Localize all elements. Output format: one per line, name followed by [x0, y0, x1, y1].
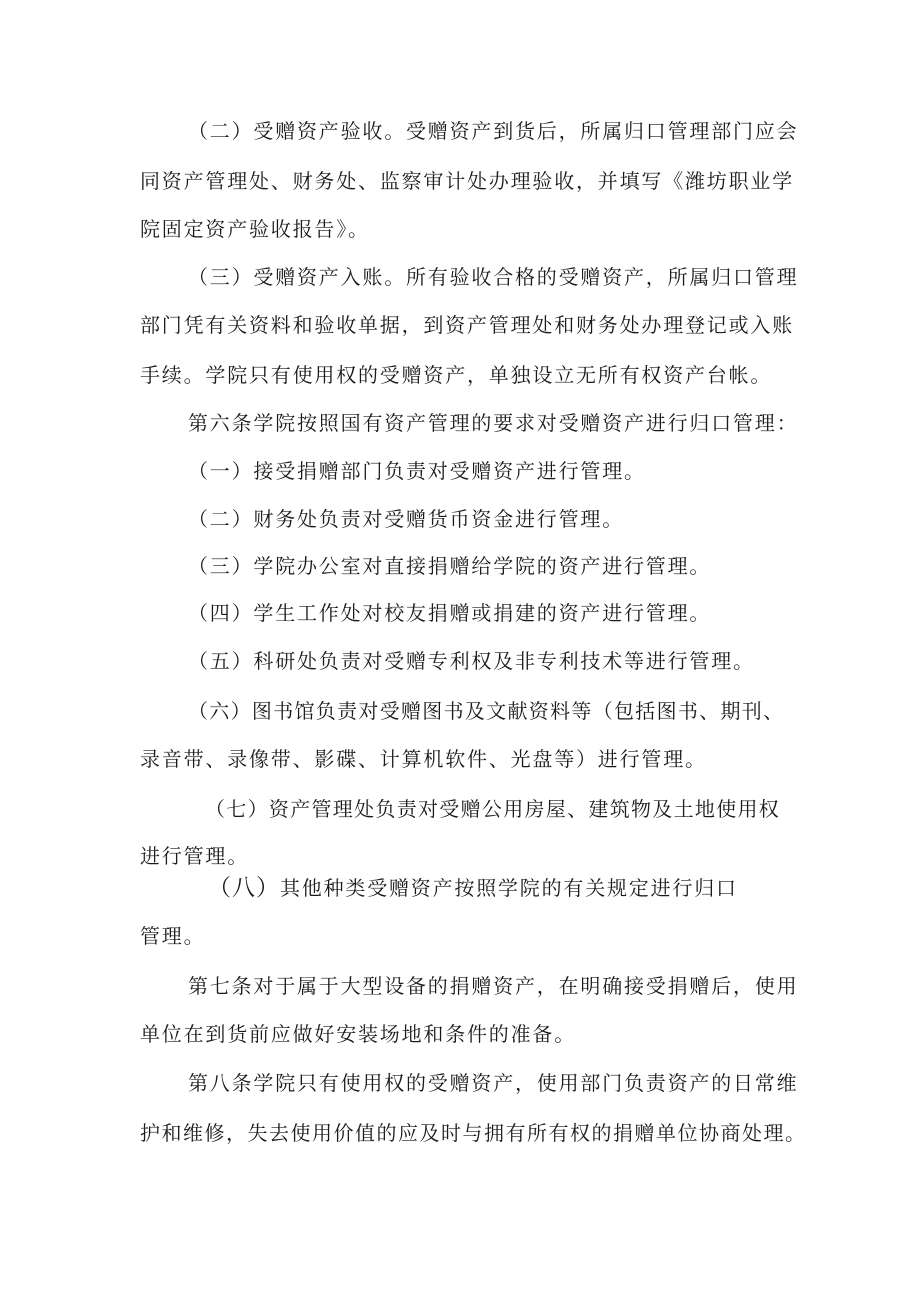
article-eight: 第八条学院只有使用权的受赠资产，使用部门负责资产的日常维	[188, 1073, 799, 1095]
paragraph-line: 护和维修，失去使用价值的应及时与拥有所有权的捐赠单位协商处理。	[140, 1123, 807, 1145]
paragraph-line: 同资产管理处、财务处、监察审计处办理验收，并填写《潍坊职业学	[140, 171, 794, 193]
article-seven: 第七条对于属于大型设备的捐赠资产，在明确接受捐赠后，使用	[188, 976, 799, 998]
list-item: （二）财务处负责对受赠货币资金进行管理。	[188, 509, 624, 531]
list-item: （四）学生工作处对校友捐赠或捐建的资产进行管理。	[188, 603, 712, 625]
list-marker: （八）	[208, 875, 280, 900]
list-item-continuation: 录音带、录像带、影碟、计算机软件、光盘等）进行管理。	[140, 749, 707, 771]
list-item: （三）学院办公室对直接捐赠给学院的资产进行管理。	[188, 556, 712, 578]
article-six-heading: 第六条学院按照国有资产管理的要求对受赠资产进行归口管理：	[188, 413, 799, 435]
list-item: （一）接受捐赠部门负责对受赠资产进行管理。	[188, 461, 646, 483]
paragraph-line: （二）受赠资产验收。受赠资产到货后，所属归口管理部门应会	[188, 121, 799, 143]
list-item-text: 其他种类受赠资产按照学院的有关规定进行归口	[280, 878, 738, 900]
paragraph-line: 院固定资产验收报告》。	[140, 219, 370, 241]
list-item	[208, 876, 738, 901]
list-item-continuation: 进行管理。	[140, 846, 249, 868]
paragraph-line: 单位在到货前应做好安装场地和条件的准备。	[140, 1024, 576, 1046]
paragraph-line: （三）受赠资产入账。所有验收合格的受赠资产，所属归口管理	[188, 267, 799, 289]
paragraph-line: 手续。学院只有使用权的受赠资产，单独设立无所有权资产台帐。	[140, 365, 773, 387]
list-item: （七）资产管理处负责对受赠公用房屋、建筑物及土地使用权	[205, 799, 781, 821]
paragraph-line: 部门凭有关资料和验收单据，到资产管理处和财务处办理登记或入账	[140, 315, 794, 337]
list-item: （六）图书馆负责对受赠图书及文献资料等（包括图书、期刊、	[188, 701, 785, 723]
list-item-continuation: 管理。	[140, 926, 206, 948]
list-item: （五）科研处负责对受赠专利权及非专利技术等进行管理。	[188, 651, 755, 673]
